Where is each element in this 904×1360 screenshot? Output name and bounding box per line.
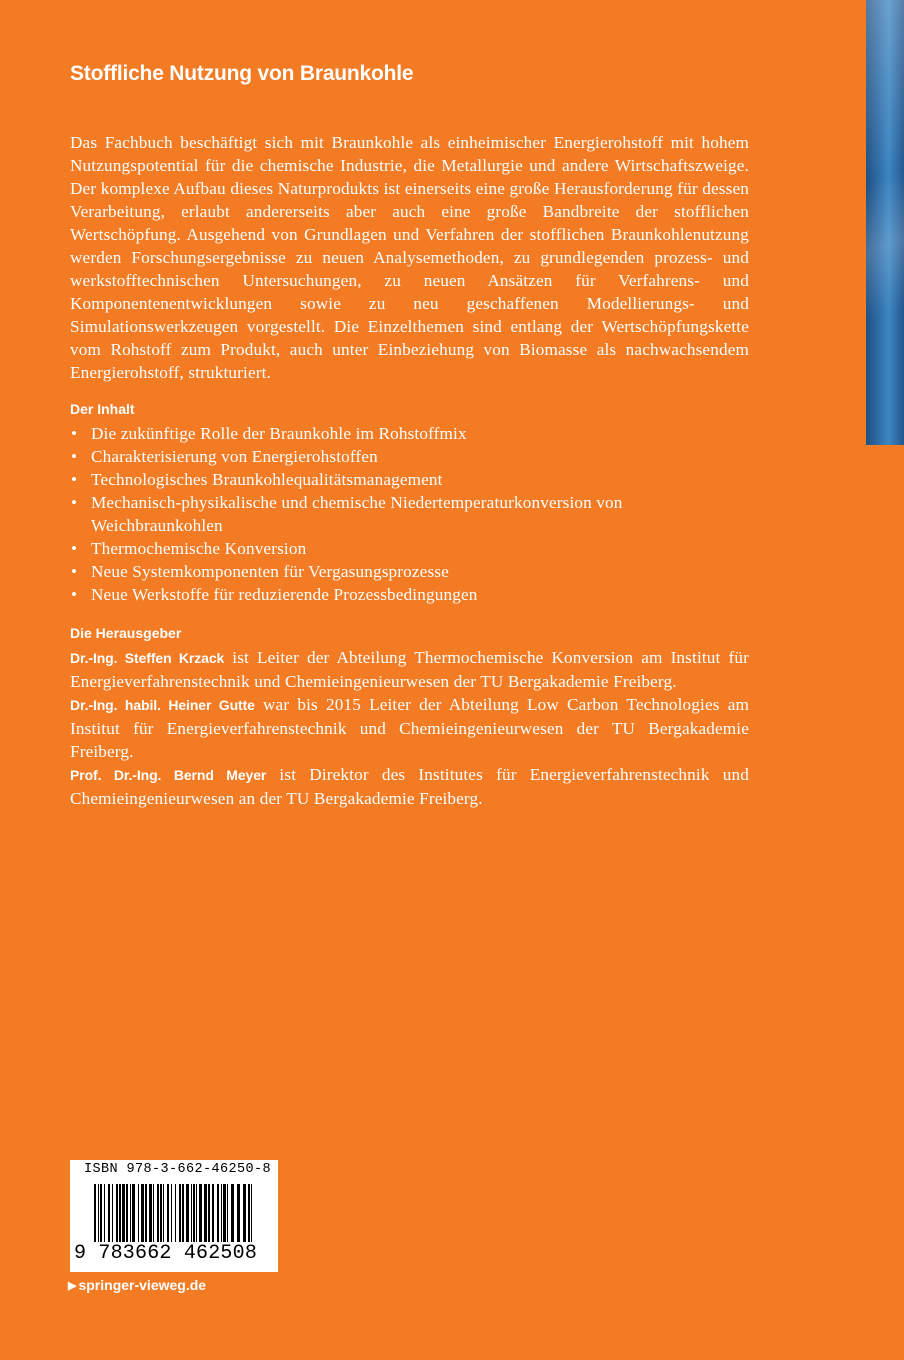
list-item [70,445,750,468]
contents-item: Neue Systemkomponenten für Vergasungsprozesse [91,562,449,581]
list-item [70,491,651,537]
bullet-icon: • [71,585,78,604]
contents-item: Technologisches Braunkohlequalitätsmanagement [91,470,443,489]
list-item [70,560,750,583]
list-item [70,537,750,560]
editor-bio: ist Direktor des Institutes für Energieverfahrenstechnik und Chemieingenieurwesen an der TU Bergakademie Freiberg. [70,765,749,808]
list-item [70,583,750,606]
editor-entry [70,646,749,693]
contents-list [70,422,750,606]
contents-item: Mechanisch-physikalische und chemische Niedertemperaturkonversion von Weichbraunkohlen [91,493,623,535]
editor-bio: ist Leiter der Abteilung Thermochemische Konversion am Institut für Energieverfahrenstechnik und Chemieingenieurwesen der TU Bergakademie Freiberg. [70,648,749,691]
editor-name: Dr.-Ing. habil. Heiner Gutte [70,697,255,713]
editor-entry [70,763,749,810]
bullet-icon: • [71,424,78,443]
editors-section [70,646,749,810]
bullet-icon: • [71,470,78,489]
bullet-icon: • [71,539,78,558]
contents-heading: Der Inhalt [70,401,135,417]
contents-item: Thermochemische Konversion [91,539,307,558]
bullet-icon: • [71,562,78,581]
triangle-right-icon: ▶ [68,1280,77,1292]
isbn-barcode [70,1160,278,1272]
publisher-url: springer-vieweg.de [78,1277,207,1293]
editor-name: Prof. Dr.-Ing. Bernd Meyer [70,767,267,783]
book-description: Das Fachbuch beschäftigt sich mit Braunkohle als einheimischer Energierohstoff mit hohem Nutzungspotential für die chemische Industrie, die Metallurgie und andere Wirtschaftszweige. Der komplexe Aufbau dieses Naturprodukts ist einerseits eine große Herausforderung für dessen Verarbeitung, erlaubt andererseits aber auch eine große Bandbreite der stofflichen Wertschöpfung. Ausgehend von Grundlagen und Verfahren der stofflichen Braunkohlenutzung werden Forschungsergebnisse zu neuen Analysemethoden, zu grundlegenden prozess- und werkstofftechnischen Untersuchungen, zu neuen Ansätzen für Verfahrens- und Komponentenentwicklungen sowie zu neu geschaffenen Modellierungs- und Simulationswerkzeugen vorgestellt. Die Einzelthemen sind entlang der Wertschöpfungskette vom Rohstoff zum Produkt, auch unter Einbeziehung von Biomasse als nachwachsendem Energierohstoff, strukturiert. [70,133,749,382]
bullet-icon: • [71,493,78,512]
editor-entry [70,693,749,763]
list-item [70,422,750,445]
contents-item: Neue Werkstoffe für reduzierende Prozessbedingungen [91,585,478,604]
barcode-digits: 9 783662 462508 [74,1242,258,1265]
isbn-label: ISBN 978-3-662-46250-8 [84,1162,272,1177]
book-title: Stoffliche Nutzung von Braunkohle [70,62,414,85]
blue-spine-strip [866,0,904,445]
editors-heading: Die Herausgeber [70,625,182,641]
bullet-icon: • [71,447,78,466]
list-item [70,468,750,491]
editor-name: Dr.-Ing. Steffen Krzack [70,650,225,666]
contents-item: Charakterisierung von Energierohstoffen [91,447,378,466]
contents-item: Die zukünftige Rolle der Braunkohle im Rohstoffmix [91,424,467,443]
editor-bio: war bis 2015 Leiter der Abteilung Low Carbon Technologies am Institut für Energieverfahrenstechnik und Chemieingenieurwesen der TU Bergakademie Freiberg. [70,695,749,761]
publisher-link[interactable] [68,1277,206,1293]
